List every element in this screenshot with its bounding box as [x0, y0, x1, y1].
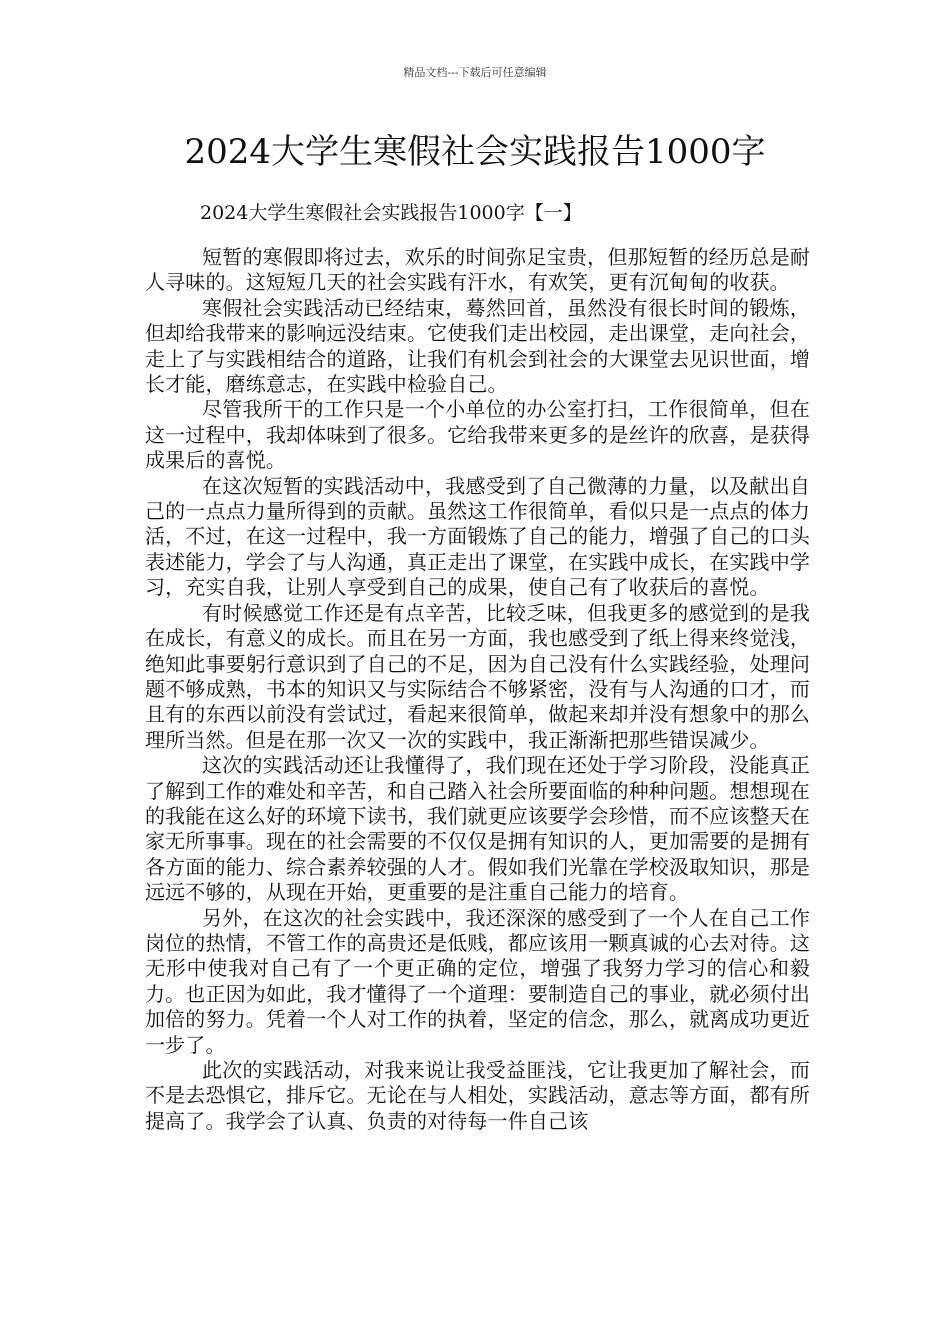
paragraph: 有时候感觉工作还是有点辛苦，比较乏味，但我更多的感觉到的是我在成长，有意义的成长。而且在另一方面，我也感受到了纸上得来终觉浅，绝知此事要躬行意识到了自己的不足，因为自己没有什么实践经验，处理问题不够成熟，书本的知识又与实际结合不够紧密，没有与人沟通的口才，而且有的东西以前没有尝试过，看起来很简单，做起来却并没有想象中的那么理所当然。但是在那一次又一次的实践中，我正渐渐把那些错误减少。	[145, 600, 810, 752]
paragraph: 此次的实践活动，对我来说让我受益匪浅，它让我更加了解社会，而不是去恐惧它，排斥它。无论在与人相处，实践活动，意志等方面，都有所提高了。我学会了认真、负责的对待每一件自己该	[145, 1058, 810, 1133]
paragraph: 这次的实践活动还让我懂得了，我们现在还处于学习阶段，没能真正了解到工作的难处和辛苦，和自己踏入社会所要面临的种种问题。想想现在的我能在这么好的环境下读书，我们就更应该要学会珍惜，而不应该整天在家无所事事。现在的社会需要的不仅仅是拥有知识的人，更加需要的是拥有各方面的能力、综合素养较强的人才。假如我们光靠在学校汲取知识，那是远远不够的，从现在开始，更重要的是注重自己能力的培育。	[145, 753, 810, 905]
paragraph: 短暂的寒假即将过去，欢乐的时间弥足宝贵，但那短暂的经历总是耐人寻味的。这短短几天的社会实践有汗水，有欢笑，更有沉甸甸的收获。	[145, 245, 810, 295]
paragraph: 尽管我所干的工作只是一个小单位的办公室打扫，工作很简单，但在这一过程中，我却体味到了很多。它给我带来更多的是丝许的欣喜，是获得成果后的喜悦。	[145, 397, 810, 473]
header-note: 精品文档---下载后可任意编辑	[403, 66, 547, 79]
section-subtitle: 2024大学生寒假社会实践报告1000字【一】	[200, 202, 582, 224]
paragraph: 寒假社会实践活动已经结束，蓦然回首，虽然没有很长时间的锻炼，但却给我带来的影响远没结束。它使我们走出校园，走出课堂，走向社会，走上了与实践相结合的道路，让我们有机会到社会的大课堂去见识世面，增长才能，磨练意志，在实践中检验自己。	[145, 295, 810, 397]
document-title: 2024大学生寒假社会实践报告1000字	[184, 132, 766, 172]
body-text	[145, 245, 810, 1134]
paragraph: 另外，在这次的社会实践中，我还深深的感受到了一个人在自己工作岗位的热情，不管工作的高贵还是低贱，都应该用一颗真诚的心去对待。这无形中使我对自己有了一个更正确的定位，增强了我努力学习的信心和毅力。也正因为如此，我才懂得了一个道理：要制造自己的事业，就必须付出加倍的努力。凭着一个人对工作的执着，坚定的信念，那么，就离成功更近一步了。	[145, 905, 810, 1057]
paragraph: 在这次短暂的实践活动中，我感受到了自己微薄的力量，以及献出自己的一点点力量所得到的贡献。虽然这工作很简单，看似只是一点点的体力活，不过，在这一过程中，我一方面锻炼了自己的能力，增强了自己的口头表述能力，学会了与人沟通，真正走出了课堂，在实践中成长，在实践中学习，充实自我，让别人享受到自己的成果，使自己有了收获后的喜悦。	[145, 473, 810, 600]
